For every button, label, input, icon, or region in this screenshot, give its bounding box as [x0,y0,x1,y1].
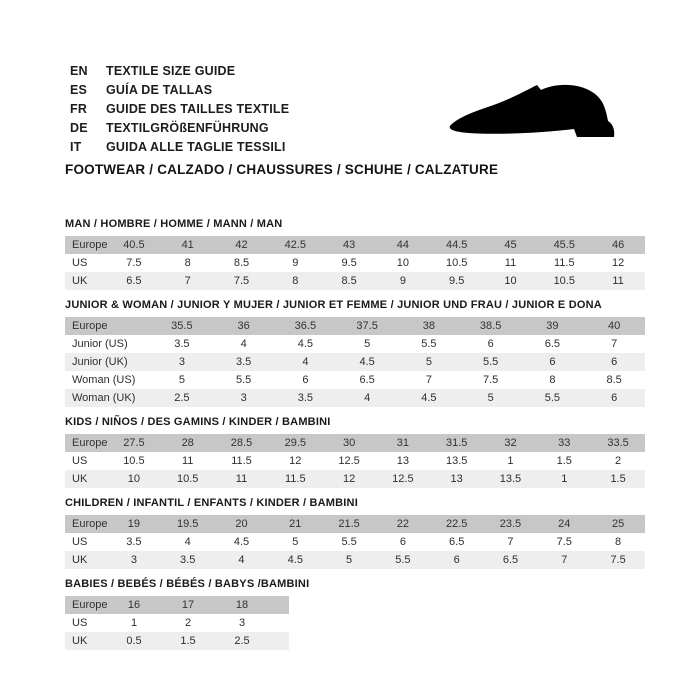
language-code: ES [70,82,88,97]
size-cell: 45.5 [553,239,575,251]
size-cell: 4.5 [287,554,303,566]
size-cell: 11 [181,455,194,467]
size-cell: 12 [289,455,302,467]
size-cell: 43 [342,239,356,251]
row-label: Woman (US) [72,374,136,386]
row-label: UK [72,635,88,647]
language-row [70,99,289,118]
size-cell: 3 [240,392,247,404]
size-cell: 13.5 [445,455,468,467]
size-cell: 41 [181,239,194,251]
row-label: Europe [72,599,108,611]
size-cell: 7 [184,275,191,287]
table-row [65,371,645,389]
size-cell: 12.5 [392,473,414,485]
size-cell: 39 [546,320,559,332]
table-title: MAN / HOMBRE / HOMME / MANN / MAN [65,218,283,230]
language-row [70,118,289,137]
spacer-cell [269,614,289,632]
size-table-section [65,578,665,650]
size-cell: 12 [342,473,356,485]
size-cell: 0.5 [126,635,142,647]
table-row [65,254,645,272]
size-cell: 7.5 [610,554,626,566]
size-table-section [65,218,665,290]
size-cell: 46 [611,239,625,251]
table-row [65,515,645,533]
row-label: US [72,257,88,269]
size-cell: 8.5 [341,275,357,287]
size-cell: 38.5 [479,320,502,332]
size-cell: 4.5 [421,392,437,404]
language-row [70,80,289,99]
size-cell: 25 [611,518,625,530]
size-cell: 2.5 [234,635,250,647]
size-cell: 10.5 [445,257,468,269]
size-cell: 5.5 [421,338,437,350]
language-text: GUÍA DE TALLAS [106,82,213,97]
size-cell: 11.5 [284,473,306,485]
row-label: UK [72,275,88,287]
size-cell: 33.5 [607,437,629,449]
size-cell: 6.5 [449,536,465,548]
size-cell: 8 [549,374,556,386]
language-text: GUIDE DES TAILLES TEXTILE [106,101,290,116]
size-cell: 6 [302,374,309,386]
row-label: US [72,536,88,548]
size-cell: 31.5 [445,437,468,449]
row-label: Junior (UK) [72,356,128,368]
size-cell: 6 [549,356,556,368]
size-table [65,434,645,488]
size-cell: 28 [181,437,194,449]
row-label: US [72,617,88,629]
size-cell: 5.5 [395,554,411,566]
table-row [65,272,645,290]
language-row [70,61,289,80]
size-cell: 12 [611,257,625,269]
table-row [65,551,645,569]
size-cell: 10.5 [123,455,145,467]
size-cell: 5.5 [544,392,561,404]
size-cell: 31 [396,437,409,449]
language-text: GUIDA ALLE TAGLIE TESSILI [106,139,286,154]
table-row [65,470,645,488]
size-cell: 16 [127,599,141,611]
size-cell: 13 [396,455,409,467]
size-cell: 20 [235,518,248,530]
size-cell: 5 [364,338,371,350]
size-cell: 8 [292,275,299,287]
table-row [65,236,645,254]
size-cell: 7 [507,536,514,548]
size-cell: 6 [611,356,618,368]
size-table [65,236,645,290]
size-cell: 5 [487,392,494,404]
size-cell: 11 [235,473,248,485]
size-cell: 21.5 [338,518,360,530]
language-text: TEXTILGRÖßENFÜHRUNG [106,120,269,135]
size-cell: 10 [127,473,141,485]
size-cell: 37.5 [356,320,378,332]
size-cell: 5 [178,374,185,386]
table-row [65,353,645,371]
row-label: US [72,455,88,467]
size-cell: 44 [396,239,409,251]
size-cell: 45 [504,239,517,251]
size-cell: 5 [425,356,432,368]
size-cell: 3 [130,554,137,566]
row-label: Europe [72,320,108,332]
language-code: FR [70,101,88,116]
table-title: CHILDREN / INFANTIL / ENFANTS / KINDER / BAMBINI [65,497,358,509]
size-cell: 8.5 [233,257,250,269]
size-table-section [65,416,665,488]
size-cell: 5.5 [341,536,357,548]
size-table [65,317,645,407]
tables-container [65,218,665,659]
size-cell: 1 [130,617,138,629]
size-cell: 12.5 [338,455,360,467]
size-cell: 8 [184,257,191,269]
size-cell: 40.5 [123,239,145,251]
size-cell: 7 [561,554,568,566]
size-cell: 23.5 [499,518,522,530]
size-cell: 9 [399,275,406,287]
spacer-cell [269,596,289,614]
size-cell: 5 [346,554,353,566]
size-cell: 13 [450,473,463,485]
size-cell: 6 [611,392,618,404]
size-cell: 3.5 [174,338,190,350]
dress-shoe-icon [447,80,629,144]
size-cell: 9.5 [449,275,465,287]
table-title: JUNIOR & WOMAN / JUNIOR Y MUJER / JUNIOR ET FEMME / JUNIOR UND FRAU / JUNIOR E DONA [65,299,602,311]
size-cell: 7.5 [556,536,572,548]
table-title: KIDS / NIÑOS / DES GAMINS / KINDER / BAMBINI [65,416,331,428]
language-row [70,137,289,156]
size-cell: 19 [127,518,141,530]
size-cell: 6.5 [359,374,375,386]
size-cell: 8.5 [606,374,622,386]
size-cell: 11.5 [231,455,252,467]
table-title: BABIES / BEBÉS / BÉBÉS / BABYS /BAMBINI [65,578,310,590]
language-code: IT [70,139,82,154]
size-cell: 4 [240,338,247,350]
size-cell: 42.5 [284,239,306,251]
row-label: UK [72,473,88,485]
size-cell: 1.5 [180,635,196,647]
size-cell: 6 [487,338,494,350]
size-cell: 3.5 [235,356,252,368]
size-cell: 4.5 [233,536,250,548]
size-cell: 6 [399,536,406,548]
size-cell: 11 [504,257,517,269]
category-title: FOOTWEAR / CALZADO / CHAUSSURES / SCHUHE / CALZATURE [65,162,499,177]
size-cell: 11.5 [553,257,575,269]
size-table [65,515,645,569]
size-cell: 7.5 [233,275,250,287]
size-table-section [65,299,665,407]
size-cell: 10.5 [176,473,199,485]
size-cell: 1.5 [610,473,626,485]
table-row [65,335,645,353]
size-cell: 18 [235,599,249,611]
row-label: Europe [72,239,108,251]
size-cell: 8 [615,536,622,548]
size-cell: 3.5 [180,554,196,566]
size-cell: 28.5 [230,437,253,449]
table-row [65,533,645,551]
size-cell: 6.5 [126,275,142,287]
size-cell: 29.5 [284,437,306,449]
size-cell: 4 [238,554,245,566]
size-cell: 2 [615,455,622,467]
size-cell: 22.5 [445,518,468,530]
language-code: DE [70,120,88,135]
size-cell: 5 [292,536,299,548]
size-cell: 44.5 [445,239,468,251]
size-cell: 17 [181,599,195,611]
size-cell: 1 [561,473,568,485]
size-cell: 6.5 [544,338,561,350]
size-cell: 42 [235,239,248,251]
row-label: Europe [72,437,108,449]
size-cell: 1.5 [556,455,572,467]
size-cell: 36 [237,320,250,332]
size-cell: 30 [342,437,356,449]
size-cell: 10.5 [553,275,575,287]
table-row [65,434,645,452]
size-table [65,596,289,650]
size-cell: 4 [302,356,309,368]
size-cell: 6.5 [502,554,519,566]
size-cell: 32 [504,437,517,449]
size-cell: 27.5 [123,437,145,449]
size-cell: 7 [611,338,618,350]
size-cell: 40 [608,320,621,332]
size-table-section [65,497,665,569]
size-cell: 7.5 [482,374,499,386]
language-text: TEXTILE SIZE GUIDE [106,63,236,78]
size-cell: 19.5 [176,518,199,530]
size-cell: 3 [178,356,185,368]
size-cell: 7 [425,374,432,386]
size-cell: 7.5 [126,257,142,269]
size-cell: 6 [453,554,460,566]
size-cell: 9 [292,257,299,269]
size-cell: 2 [184,617,192,629]
size-cell: 36.5 [294,320,317,332]
size-cell: 10 [504,275,517,287]
size-cell: 11 [612,275,624,287]
size-cell: 3 [238,617,246,629]
table-row [65,317,645,335]
size-cell: 5.5 [482,356,499,368]
size-cell: 3.5 [297,392,314,404]
size-cell: 10 [396,257,409,269]
table-row [65,596,289,614]
size-cell: 13.5 [499,473,522,485]
size-cell: 33 [558,437,571,449]
spacer-cell [269,632,289,650]
size-cell: 4 [184,536,191,548]
size-cell: 9.5 [341,257,357,269]
size-cell: 24 [558,518,571,530]
size-cell: 4 [364,392,371,404]
language-list [70,61,289,156]
language-code: EN [70,63,88,78]
size-cell: 4.5 [297,338,314,350]
table-row [65,632,289,650]
size-cell: 35.5 [171,320,193,332]
row-label: Woman (UK) [72,392,136,404]
size-cell: 22 [396,518,409,530]
row-label: Europe [72,518,108,530]
size-cell: 3.5 [126,536,142,548]
table-row [65,452,645,470]
size-cell: 1 [507,455,514,467]
row-label: Junior (US) [72,338,128,350]
row-label: UK [72,554,88,566]
size-cell: 4.5 [359,356,375,368]
size-cell: 38 [422,320,435,332]
table-row [65,614,289,632]
size-cell: 2.5 [174,392,190,404]
table-row [65,389,645,407]
size-cell: 5.5 [235,374,252,386]
size-cell: 21 [289,518,302,530]
